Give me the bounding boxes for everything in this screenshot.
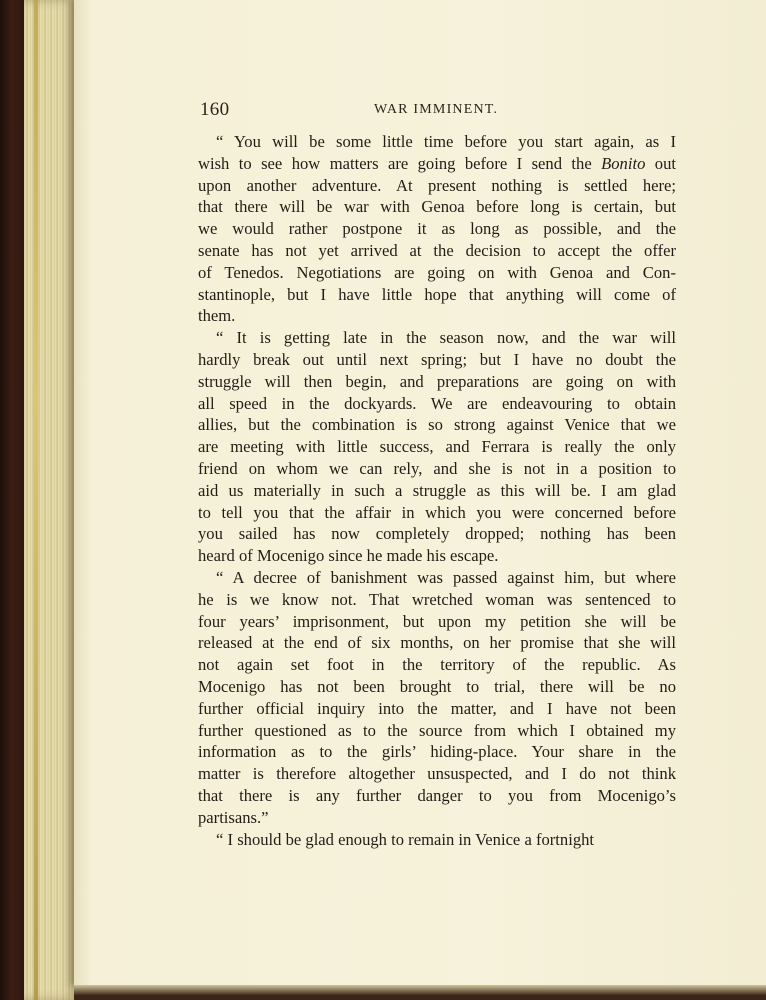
paragraph [198,567,676,829]
text-line: aid us materially in such a struggle as this will be. I am glad [198,480,676,500]
text-line: partisans.” [198,807,269,827]
text-line: stantinople, but I have little hope that anything will come of [198,284,676,304]
text-line: you sailed has now completely dropped; nothing has been [198,524,676,544]
text-line: wish to see how matters are going before I send the Bonito out [198,153,676,173]
text-line: we would rather postpone it as long as possible, and the [198,219,676,239]
text-line: friend on whom we can rely, and she is not in a position to [198,458,676,478]
text-line: allies, but the combination is so strong against Venice that we [198,415,676,435]
text-line: are meeting with little success, and Ferrara is really the only [198,437,676,457]
running-head [200,99,678,121]
text-line: them. [198,306,236,326]
text-line: that there is any further danger to you from Mocenigo’s [198,785,676,805]
text-line: matter is therefore altogether unsuspected, and I do not think [198,764,676,784]
text-line: “ I should be glad enough to remain in Venice a fortnight [216,829,595,849]
text-line: not again set foot in the territory of the republic. As [198,655,676,675]
text-line: hardly break out until next spring; but I have no doubt the [198,349,676,369]
text-line: “ A decree of banishment was passed against him, but where [216,567,676,587]
page-stack-edge [24,0,76,1000]
italic-ship-name: Bonito [601,153,646,173]
paragraph [198,829,676,851]
text-line: upon another adventure. At present nothing is settled here; [198,175,676,195]
page-bottom-edge [74,985,766,1000]
text-line: heard of Mocenigo since he made his escape. [198,546,499,566]
book-cover-edge [0,0,26,1000]
paragraph [198,131,676,327]
text-line: further official inquiry into the matter, and I have not been [198,698,676,718]
page-number: 160 [200,99,230,120]
text-line: he is we know not. That wretched woman was sentenced to [198,589,676,609]
text-line: struggle will then begin, and preparations are going on with [198,371,676,391]
text-line: senate has not yet arrived at the decision to accept the offer [198,240,676,260]
text-line: of Tenedos. Negotiations are going on with Genoa and Con- [198,262,676,282]
text-line: Mocenigo has not been brought to trial, there will be no [198,676,676,696]
text-line: all speed in the dockyards. We are endeavouring to obtain [198,393,676,413]
text-line: “ It is getting late in the season now, and the war will [216,328,676,348]
body-text [198,131,676,850]
paragraph [198,327,676,567]
text-line: information as to the girls’ hiding-place. Your share in the [198,742,676,762]
text-line: to tell you that the affair in which you were concerned before [198,502,676,522]
text-line: that there will be war with Genoa before long is certain, but [198,197,676,217]
text-line: released at the end of six months, on her promise that she will [198,633,676,653]
text-line: four years’ imprisonment, but upon my petition she will be [198,611,676,631]
text-line: further questioned as to the source from which I obtained my [198,720,676,740]
text-line: “ You will be some little time before you start again, as I [216,132,676,151]
running-title: WAR IMMINENT. [374,102,499,117]
